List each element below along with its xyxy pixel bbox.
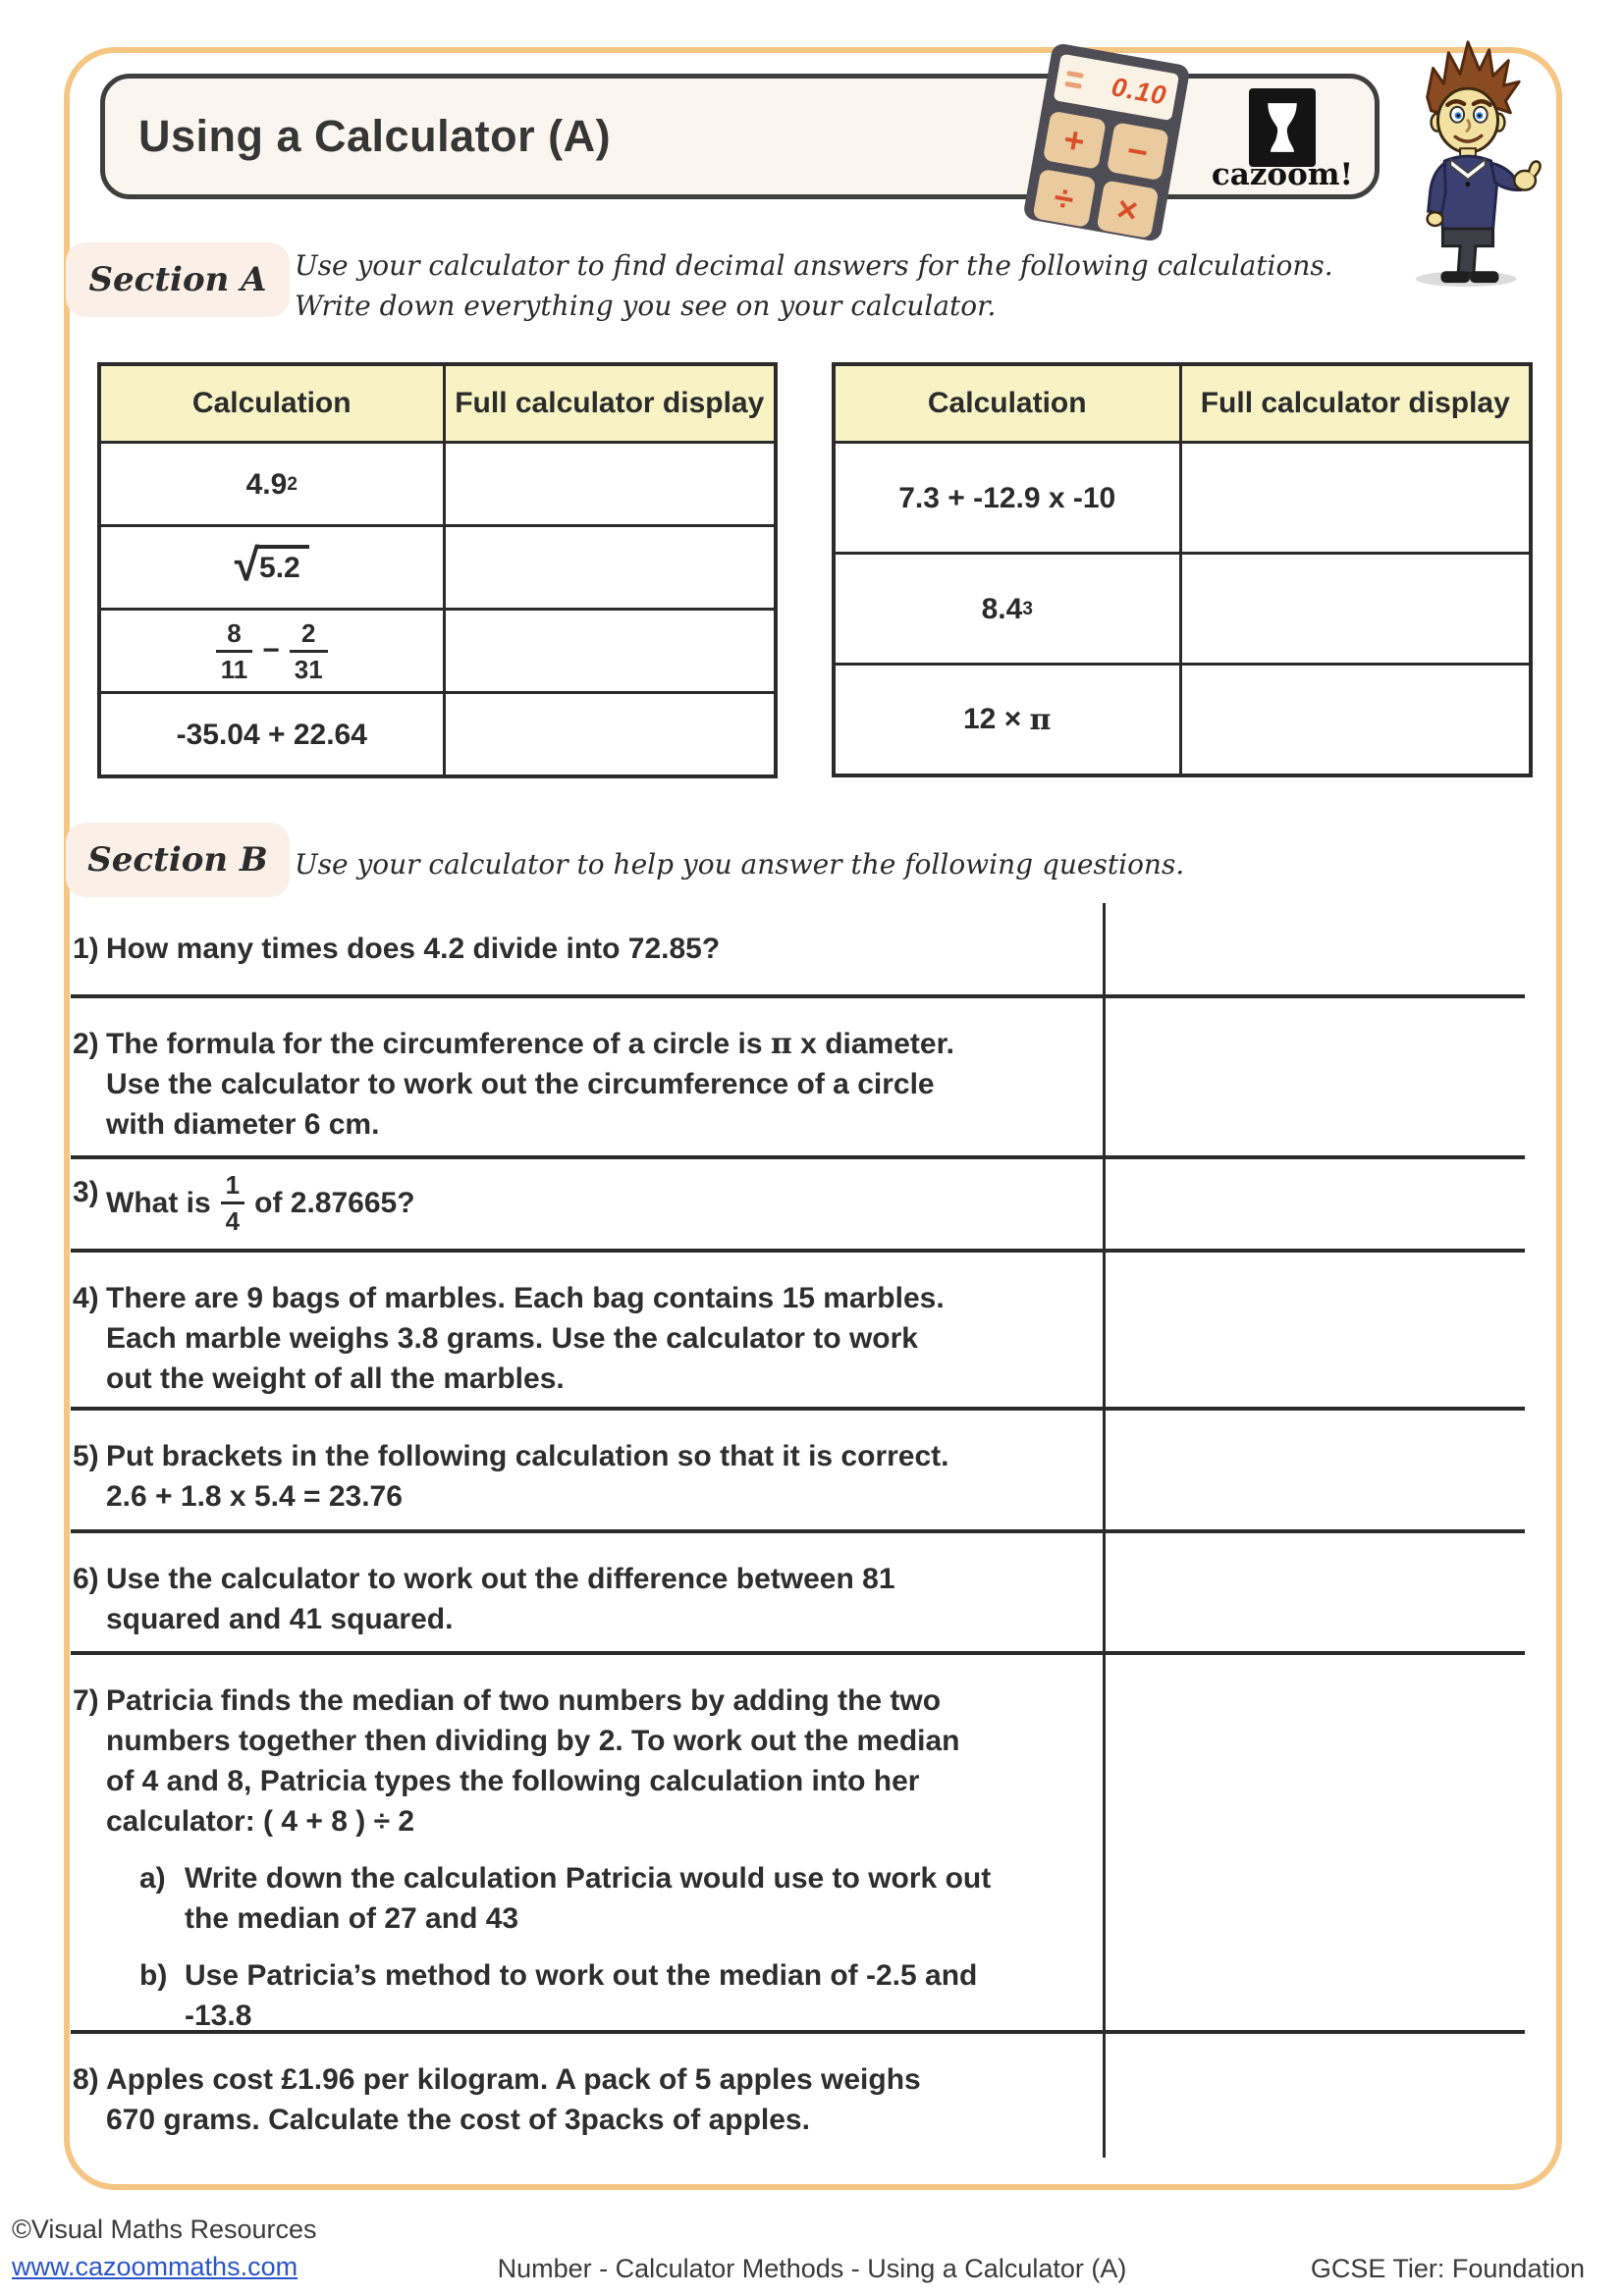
subpart-letter: a) xyxy=(139,1862,166,1895)
calculation-expression xyxy=(206,617,338,684)
question-line: squared and 41 squared. xyxy=(106,1603,454,1635)
section-a-label xyxy=(66,242,290,317)
column-header: Calculation xyxy=(99,364,444,443)
footer-tier: GCSE Tier: Foundation xyxy=(1310,2254,1585,2283)
table-row xyxy=(834,443,1531,554)
calculation-expression xyxy=(963,703,1052,737)
math-text: x diameter. xyxy=(791,1028,954,1060)
math-text: 8.4 xyxy=(981,592,1023,625)
column-header: Full calculator display xyxy=(444,364,776,443)
calculator-icon-screen xyxy=(1054,54,1179,121)
section-a-instructions xyxy=(295,245,1333,326)
question-line: 2.6 + 1.8 x 5.4 = 23.76 xyxy=(106,1480,403,1513)
column-header: Full calculator display xyxy=(1180,364,1531,443)
subpart-body xyxy=(185,1955,977,2036)
column-header: Calculation xyxy=(834,364,1180,443)
calculation-expression xyxy=(982,593,1033,626)
question-body xyxy=(106,1559,895,1651)
question-row xyxy=(71,1533,1525,1655)
section-b-label-text: Section B xyxy=(87,840,268,880)
answer-cell xyxy=(444,610,776,693)
question-body xyxy=(106,929,720,994)
question-row xyxy=(71,1655,1525,2034)
table-row xyxy=(99,526,776,610)
question-body xyxy=(106,1681,991,2030)
question-row xyxy=(71,1253,1525,1411)
pi-symbol: π xyxy=(770,1027,792,1061)
fraction-numerator: 1 xyxy=(225,1170,241,1200)
question-row xyxy=(71,2034,1525,2158)
calculation-cell xyxy=(834,554,1180,665)
question-row xyxy=(71,1411,1525,1533)
question-line: of 4 and 8, Patricia types the following calculation into her xyxy=(106,1765,920,1797)
cazoom-logo-icon xyxy=(1249,88,1316,167)
question-number: 4) xyxy=(73,1282,99,1314)
question-line xyxy=(106,1172,415,1234)
superscript: 2 xyxy=(287,473,298,495)
question-line: There are 9 bags of marbles. Each bag contains 15 marbles. xyxy=(106,1282,945,1314)
question-subparts xyxy=(106,1858,991,2036)
question-line: Each marble weighs 3.8 grams. Use the calculator to work xyxy=(106,1322,918,1355)
question-row xyxy=(71,1159,1525,1253)
radical-sign: √ xyxy=(234,539,260,590)
fraction-denominator: 11 xyxy=(216,650,253,682)
footer-worksheet-path: Number - Calculator Methods - Using a Calculator (A) xyxy=(497,2254,1127,2283)
calculation-cell xyxy=(99,610,444,693)
question-line: -13.8 xyxy=(185,2000,252,2032)
fraction-numerator: 8 xyxy=(227,617,242,648)
question-number: 1) xyxy=(73,933,99,965)
answer-cell xyxy=(1180,665,1531,776)
subpart-body xyxy=(185,1858,991,1939)
section-a-instruction-line: Write down everything you see on your calculator. xyxy=(295,290,997,322)
calculation-cell xyxy=(834,443,1180,554)
calculation-cell xyxy=(99,443,444,526)
math-text: of 2.87665? xyxy=(254,1187,415,1219)
answer-cell xyxy=(444,526,776,610)
question-line: How many times does 4.2 divide into 72.85? xyxy=(106,933,721,965)
question-subpart xyxy=(106,1955,991,2036)
question-line: Apples cost £1.96 per kilogram. A pack of 5 apples weighs xyxy=(106,2063,921,2096)
table-row xyxy=(834,554,1531,665)
section-b-questions xyxy=(71,903,1525,2158)
equals-marks-icon xyxy=(1064,71,1084,89)
math-text: 12 × xyxy=(962,703,1030,736)
question-body xyxy=(106,1024,954,1155)
question-number: 2) xyxy=(73,1028,99,1060)
fraction-numerator: 2 xyxy=(301,617,316,648)
question-body xyxy=(106,1172,415,1249)
fraction-denominator: 4 xyxy=(221,1201,244,1234)
question-line: the median of 27 and 43 xyxy=(185,1902,519,1935)
question-line: calculator: ( 4 + 8 ) ÷ 2 xyxy=(106,1805,415,1838)
calculation-expression xyxy=(234,539,309,590)
question-row xyxy=(71,998,1525,1159)
section-a-label-text: Section A xyxy=(88,260,267,299)
title-box xyxy=(100,71,1380,199)
question-line: Write down the calculation Patricia would use to work out xyxy=(185,1862,992,1895)
question-row xyxy=(71,903,1525,998)
question-line: Put brackets in the following calculation so that it is correct. xyxy=(106,1440,949,1472)
question-line xyxy=(106,1024,954,1064)
math-text: What is xyxy=(106,1187,211,1219)
question-number: 6) xyxy=(73,1563,99,1595)
calculator-key-icon: ÷ xyxy=(1032,169,1095,228)
answer-cell xyxy=(1180,443,1531,554)
mascot-character xyxy=(1390,37,1545,289)
radicand: 5.2 xyxy=(255,545,309,583)
question-line: numbers together then dividing by 2. To work out the median xyxy=(106,1725,960,1757)
footer-copyright: ©Visual Maths Resources xyxy=(12,2215,317,2244)
calculation-expression xyxy=(246,468,298,502)
goblet-icon xyxy=(1260,99,1305,156)
question-body xyxy=(106,1278,945,1407)
question-subpart xyxy=(106,1858,991,1939)
question-line: Use the calculator to work out the circumference of a circle xyxy=(106,1068,935,1100)
table-row xyxy=(99,693,776,777)
table-header-row xyxy=(99,364,776,443)
calculator-key-icon: + xyxy=(1043,111,1106,170)
subpart-letter: b) xyxy=(139,1959,168,1992)
answer-cell xyxy=(444,443,776,526)
answer-cell xyxy=(1180,554,1531,665)
pi-symbol: π xyxy=(1029,702,1052,737)
question-line: Use Patricia’s method to work out the median of -2.5 and xyxy=(185,1959,978,1992)
calculator-icon-keys xyxy=(1032,111,1168,239)
calculator-icon-display: 0.10 xyxy=(1109,71,1169,111)
fraction xyxy=(221,1172,244,1234)
math-text: − xyxy=(262,634,280,667)
math-text: -35.04 + 22.64 xyxy=(176,718,367,751)
page-title: Using a Calculator (A) xyxy=(138,111,612,161)
cazoom-logo-text: cazoom! xyxy=(1211,157,1354,192)
superscript: 3 xyxy=(1022,598,1033,619)
math-text: 4.9 xyxy=(245,467,288,501)
fraction-denominator: 31 xyxy=(290,650,328,682)
fraction xyxy=(216,617,253,684)
table-row xyxy=(99,610,776,693)
question-number: 3) xyxy=(73,1176,99,1208)
question-number: 5) xyxy=(73,1440,99,1472)
section-a-table-right xyxy=(832,362,1533,777)
calculation-expression xyxy=(898,482,1115,515)
answer-cell xyxy=(444,693,776,777)
calculator-key-icon: − xyxy=(1106,122,1168,181)
fraction xyxy=(290,617,328,684)
table-row xyxy=(99,443,776,526)
calculation-cell xyxy=(99,693,444,777)
answer-column-divider xyxy=(1103,903,1106,2158)
question-body xyxy=(106,2059,921,2158)
question-body xyxy=(106,1436,949,1529)
math-text: The formula for the circumference of a circle is xyxy=(106,1028,771,1060)
question-line: Patricia finds the median of two numbers by adding the two xyxy=(106,1684,942,1717)
square-root xyxy=(234,539,309,590)
calculation-cell xyxy=(99,526,444,610)
question-line: 670 grams. Calculate the cost of 3packs of apples. xyxy=(106,2104,810,2136)
calculation-expression xyxy=(177,719,367,752)
question-number: 7) xyxy=(73,1684,99,1717)
question-line: out the weight of all the marbles. xyxy=(106,1362,565,1395)
question-line: Use the calculator to work out the difference between 81 xyxy=(106,1563,895,1595)
table-header-row xyxy=(834,364,1531,443)
table-row xyxy=(834,665,1531,776)
footer-website-link[interactable]: www.cazoommaths.com xyxy=(12,2252,298,2281)
question-line: with diameter 6 cm. xyxy=(106,1108,380,1141)
calculation-cell xyxy=(834,665,1180,776)
section-b-label xyxy=(66,823,290,897)
section-b-instructions: Use your calculator to help you answer the following questions. xyxy=(295,848,1185,881)
calculator-key-icon: × xyxy=(1096,180,1159,239)
section-a-instruction-line: Use your calculator to find decimal answers for the following calculations. xyxy=(295,249,1333,282)
section-a-table-left xyxy=(97,362,778,778)
question-number: 8) xyxy=(73,2063,99,2096)
math-text: 7.3 + -12.9 x -10 xyxy=(898,481,1116,514)
